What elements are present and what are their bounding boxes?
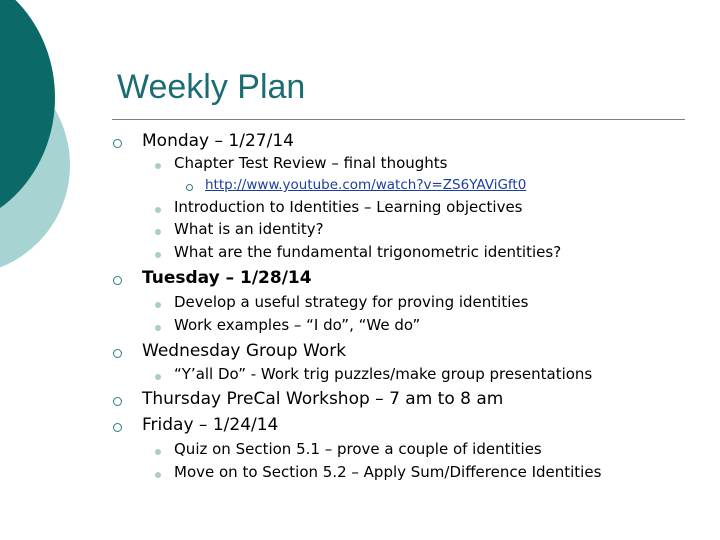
bullet-icon (155, 252, 161, 258)
bullet-text: Thursday PreCal Workshop – 7 am to 8 am (142, 389, 504, 409)
bullet-text: Chapter Test Review – final thoughts (174, 154, 448, 172)
bullet-icon (186, 184, 193, 191)
bullet-icon (155, 472, 161, 478)
bullet-icon (113, 139, 122, 148)
bullet-icon (155, 374, 161, 380)
bullet-icon (155, 229, 161, 235)
bullet-icon (113, 423, 122, 432)
video-link[interactable]: http://www.youtube.com/watch?v=ZS6YAViGft0 (205, 177, 527, 193)
bullet-text: Friday – 1/24/14 (142, 415, 279, 435)
bullet-icon (155, 449, 161, 455)
bullet-icon (113, 276, 122, 285)
bullet-text: Introduction to Identities – Learning objectives (174, 198, 523, 216)
bullet-icon (155, 207, 161, 213)
slide-title: Weekly Plan (117, 68, 306, 106)
bullet-text: “Y’all Do” - Work trig puzzles/make group presentations (174, 365, 593, 383)
bullet-text: Move on to Section 5.2 – Apply Sum/Difference Identities (174, 463, 602, 481)
bullet-icon (113, 349, 122, 358)
bullet-icon (155, 325, 161, 331)
bullet-text: Quiz on Section 5.1 – prove a couple of identities (174, 440, 542, 458)
bullet-text: What are the fundamental trigonometric identities? (174, 243, 562, 261)
bullet-icon (113, 397, 122, 406)
bullet-text: Work examples – “I do”, “We do” (174, 316, 421, 334)
bullet-text: Monday – 1/27/14 (142, 131, 294, 151)
bullet-text: Wednesday Group Work (142, 341, 347, 361)
bullet-text: Develop a useful strategy for proving identities (174, 293, 529, 311)
bullet-icon (155, 163, 161, 169)
bullet-text: What is an identity? (174, 220, 324, 238)
bullet-text: Tuesday – 1/28/14 (142, 268, 312, 288)
bullet-icon (155, 302, 161, 308)
